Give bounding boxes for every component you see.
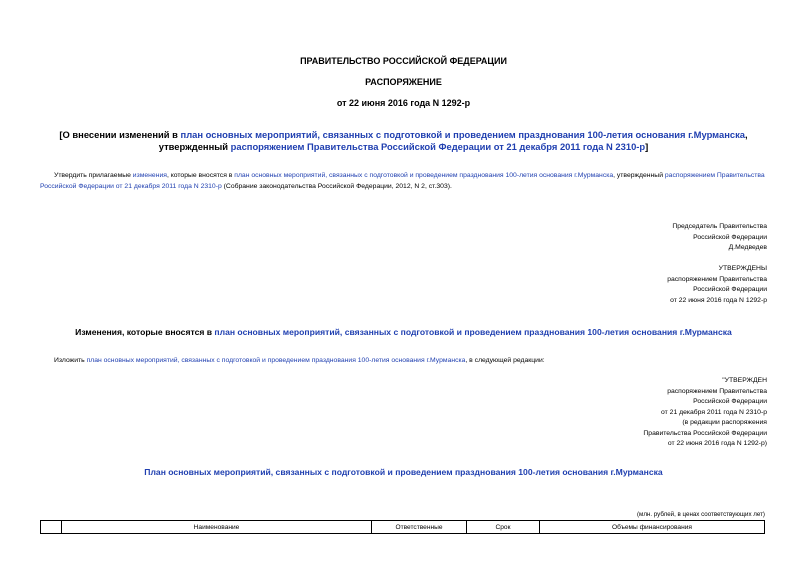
- title-close: ]: [645, 141, 649, 152]
- state-text-1: Изложить: [54, 357, 87, 364]
- approve-text-3: , утвержденный: [613, 172, 665, 179]
- units-note: (млн. рублей, в ценах соответствующих лет): [637, 511, 765, 518]
- signature-line: Председатель Правительства: [672, 223, 767, 230]
- document-date-number: от 22 июня 2016 года N 1292-р: [336, 98, 471, 108]
- signature-name: Д.Медведев: [728, 244, 767, 251]
- approve-text-1: Утвердить прилагаемые: [54, 172, 133, 179]
- table-header-cell: Объемы финансирования: [540, 521, 765, 534]
- approved-line: от 22 июня 2016 года N 1292-р: [670, 296, 767, 304]
- approved-2011-block: [527, 376, 767, 450]
- government-heading: ПРАВИТЕЛЬСТВО РОССИЙСКОЙ ФЕДЕРАЦИИ: [300, 56, 507, 66]
- approved-2011-line: от 21 декабря 2011 года N 2310-р: [661, 408, 767, 416]
- title-open: [О внесении изменений в: [59, 129, 181, 140]
- document-title: [40, 129, 767, 153]
- table-header-cell: Ответственные: [372, 521, 467, 534]
- approved-line: УТВЕРЖДЕНЫ: [718, 265, 767, 272]
- plan-link[interactable]: план основных мероприятий, связанных с подготовкой и проведением празднования 100-летия основания г.Мурманска: [180, 129, 745, 140]
- title-middle: , утвержденный: [158, 129, 748, 152]
- financing-table: [40, 520, 765, 534]
- approved-2011-line: распоряжением Правительства: [667, 387, 767, 395]
- order-2310-link[interactable]: распоряжением Правительства Российской Федерации от 21 декабря 2011 года N 2310-р: [40, 172, 765, 190]
- state-paragraph: [54, 356, 774, 367]
- changes-heading: [0, 327, 807, 337]
- plan-link[interactable]: план основных мероприятий, связанных с подготовкой и проведением празднования 100-летия основания г.Мурманска: [234, 172, 614, 179]
- approved-2011-line: (в редакции распоряжения: [682, 419, 767, 426]
- approved-2011-line: Правительства Российской Федерации: [643, 429, 767, 437]
- order-2310-link[interactable]: распоряжением Правительства Российской Федерации от 21 декабря 2011 года N 2310-р: [230, 141, 646, 152]
- table-header-cell: [41, 521, 62, 534]
- table-header-row: [41, 521, 765, 534]
- state-text-2: , в следующей редакции:: [465, 357, 545, 364]
- changes-link[interactable]: изменения: [132, 172, 167, 179]
- approved-block: [527, 264, 767, 306]
- plan-link[interactable]: план основных мероприятий, связанных с подготовкой и проведением празднования 100-летия основания г.Мурманска: [214, 327, 732, 337]
- approve-text-2: , которые вносятся в: [166, 172, 235, 179]
- table-header-cell: Наименование: [62, 521, 372, 534]
- changes-heading-prefix: Изменения, которые вносятся в: [75, 327, 215, 337]
- approve-paragraph: [40, 171, 770, 192]
- table-header-cell: Срок: [467, 521, 540, 534]
- approved-2011-line: от 22 июня 2016 года N 1292-р): [667, 440, 767, 447]
- approved-2011-line: "УТВЕРЖДЕН: [722, 377, 767, 384]
- approved-line: Российской Федерации: [693, 286, 767, 293]
- approve-text-4: (Собрание законодательства Российской Федерации, 2012, N 2, ст.303).: [221, 182, 452, 190]
- approved-2011-line: Российской Федерации: [693, 398, 767, 405]
- signature-block: [527, 222, 767, 254]
- approved-line: распоряжением Правительства: [667, 275, 767, 283]
- plan-link[interactable]: план основных мероприятий, связанных с подготовкой и проведением празднования 100-летия основания г.Мурманска: [86, 357, 466, 364]
- signature-line: Российской Федерации: [693, 233, 767, 241]
- plan-title: План основных мероприятий, связанных с подготовкой и проведением празднования 100-летия основания г.Мурманска: [144, 467, 663, 477]
- document-type: РАСПОРЯЖЕНИЕ: [365, 77, 442, 87]
